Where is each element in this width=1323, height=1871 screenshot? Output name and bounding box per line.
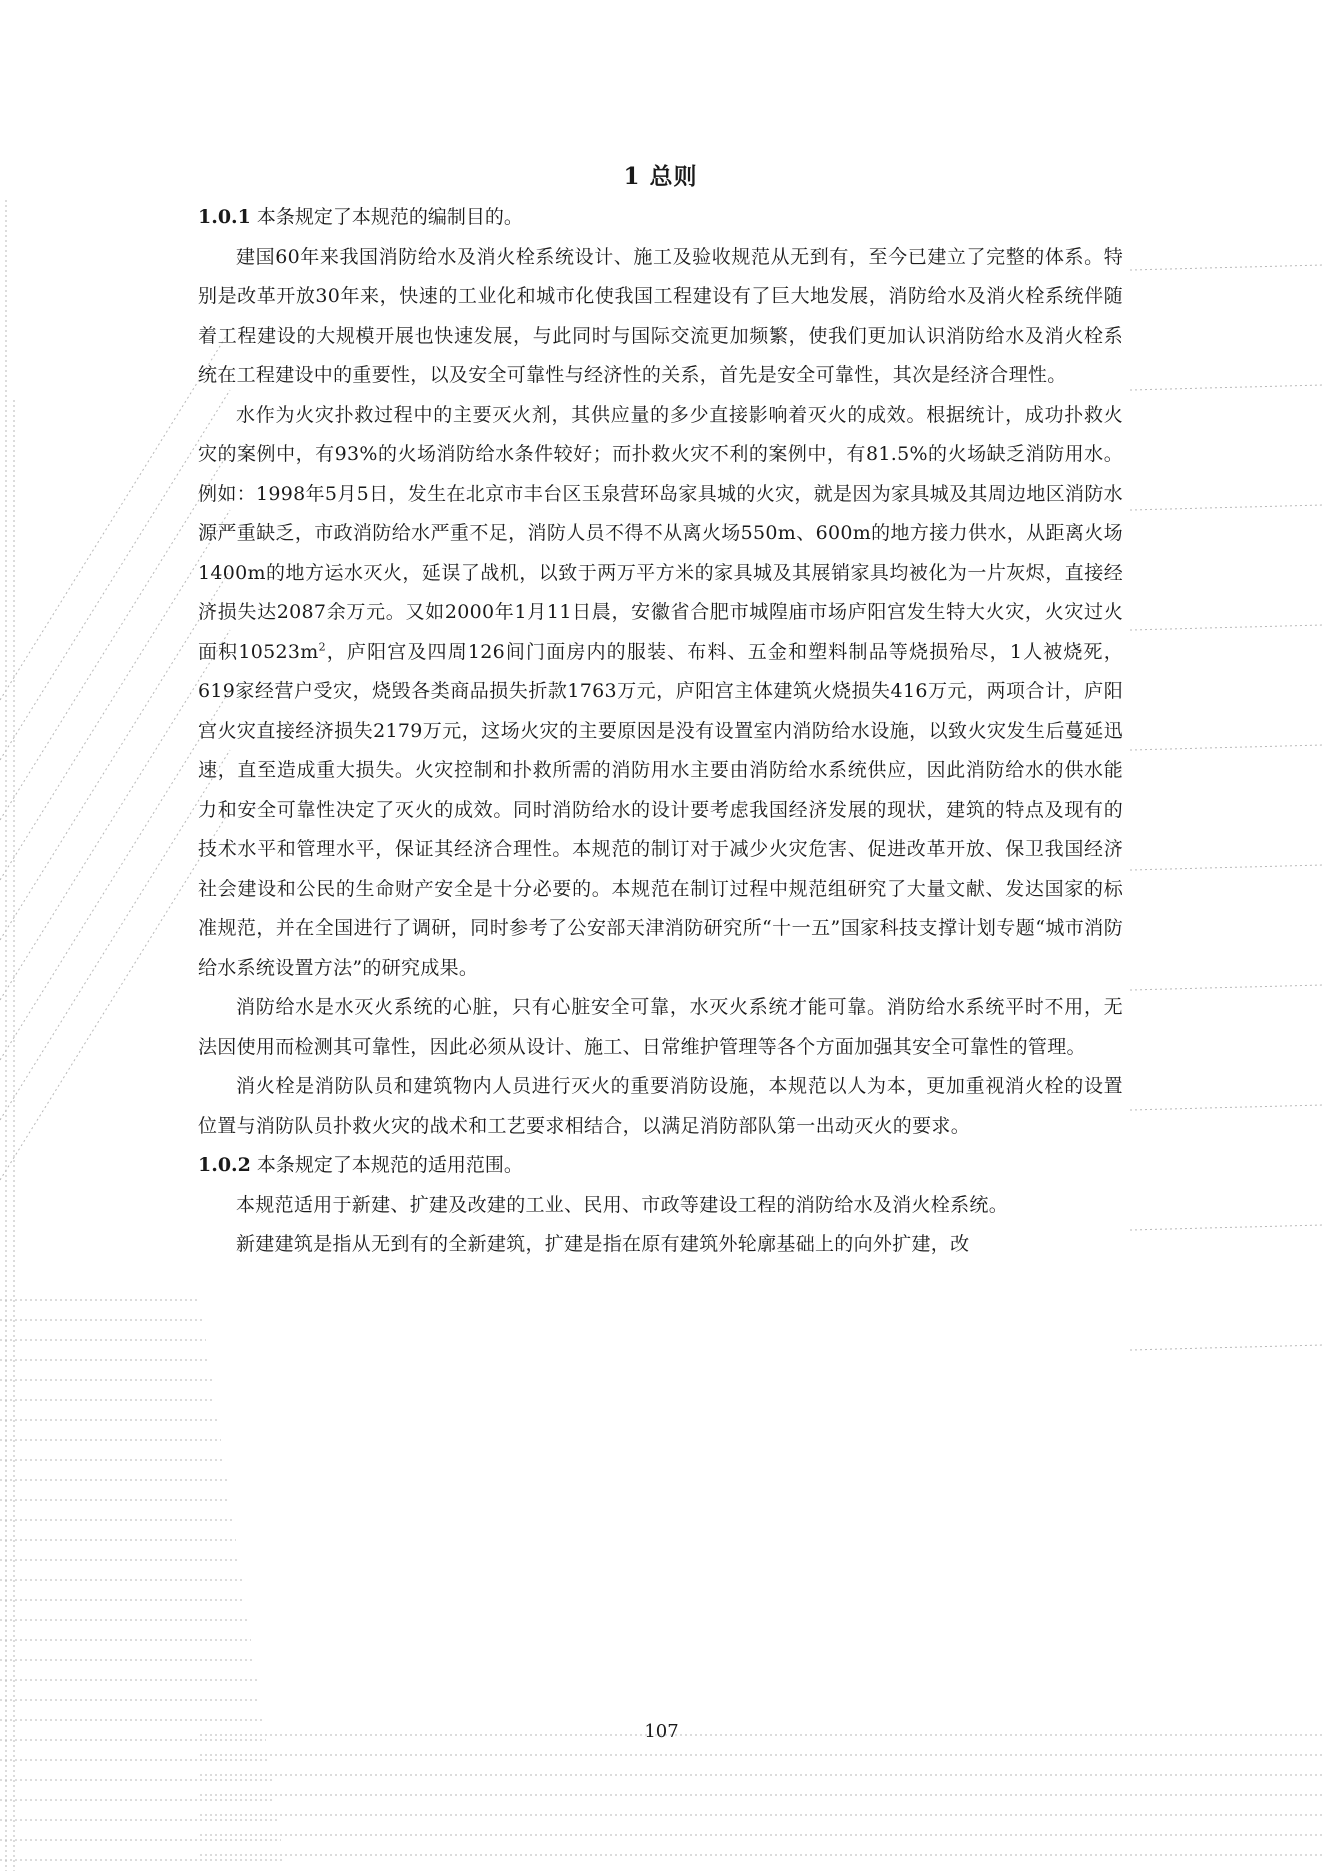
artifact-line: [1130, 265, 1323, 270]
artifact-line: [1130, 1345, 1323, 1350]
artifact-diagonal: [0, 390, 230, 760]
artifact-line: [1130, 1225, 1323, 1230]
paragraph-text-part: 水作为火灾扑救过程中的主要灭火剂，其供应量的多少直接影响着灭火的成效。根据统计，成功扑救火灾的案例中，有93%的火场消防给水条件较好；而扑救火灾不利的案例中，有81.5%的火场缺乏消防用水。例如：1998年5月5日，发生在北京市丰台区玉泉营环岛家具城的火灾，就是因为家具城及其周边地区消防水源严重缺乏，市政消防给水严重不足，消防人员不得不从离火场550m、600m的地方接力供水，从距离火场1400m的地方运水灭火，延误了战机，以致于两万平方米的家具城及其展销家具均被化为一片灰烬，直接经济损失达2087余万元。又如2000年1月11日晨，安徽省合肥市城隍庙市场庐阳宫发生特大火灾，火灾过火面积10523m: [198, 403, 1123, 663]
paragraph-new-building: 新建建筑是指从无到有的全新建筑，扩建是指在原有建筑外轮廓基础上的向外扩建，改: [236, 1233, 970, 1255]
artifact-diagonal: [0, 750, 230, 1120]
artifact-diagonal: [0, 690, 230, 1060]
artifact-line: [1130, 745, 1323, 750]
paragraph-purpose: 建国60年来我国消防给水及消火栓系统设计、施工及验收规范从无到有，至今已建立了完整的体系。特别是改革开放30年来，快速的工业化和城市化使我国工程建设有了巨大地发展，消防给水及消火栓系统伴随着工程建设的大规模开展也快速发展，与此同时与国际交流更加频繁，使我们更加认识消防给水及消火栓系统在工程建设中的重要性，以及安全可靠性与经济性的关系，首先是安全可靠性，其次是经济合理性。: [198, 245, 1123, 386]
artifact-diagonal: [0, 570, 230, 940]
clause-text: 本条规定了本规范的适用范围。: [256, 1154, 523, 1176]
artifact-diagonal: [0, 630, 230, 1000]
paragraph-water-supply: [198, 396, 1123, 989]
paragraph-reliability: 消防给水是水灭火系统的心脏，只有心脏安全可靠，水灭火系统才能可靠。消防给水系统平时不用，无法因使用而检测其可靠性，因此必须从设计、施工、日常维护管理等各个方面加强其安全可靠性的管理。: [198, 996, 1123, 1058]
artifact-line: [1130, 1105, 1323, 1110]
artifact-line: [1130, 505, 1323, 510]
page-content: [198, 160, 1123, 1265]
artifact-line: [1130, 385, 1323, 390]
paragraph-scope: 本规范适用于新建、扩建及改建的工业、民用、市政等建设工程的消防给水及消火栓系统。: [236, 1193, 1009, 1216]
page-number: 107: [644, 1721, 679, 1742]
clause-number: 1.0.1: [198, 206, 251, 228]
clause-1-0-1: [198, 198, 1123, 238]
artifact-diagonal: [0, 330, 230, 700]
artifact-line: [1130, 985, 1323, 990]
clause-1-0-2: [198, 1146, 1123, 1186]
artifact-diagonal: [0, 450, 230, 820]
paragraph-text-part: ，庐阳宫及四周126间门面房内的服装、布料、五金和塑料制品等烧损殆尽，1人被烧死，619家经营户受灾，烧毁各类商品损失折款1763万元，庐阳宫主体建筑火烧损失416万元，两项合计，庐阳宫火灾直接经济损失2179万元，这场火灾的主要原因是没有设置室内消防给水设施，以致火灾发生后蔓延迅速，直至造成重大损失。火灾控制和扑救所需的消防用水主要由消防给水系统供应，因此消防给水的供水能力和安全可靠性决定了灭火的成效。同时消防给水的设计要考虑我国经济发展的现状，建筑的特点及现有的技术水平和管理水平，保证其经济合理性。本规范的制订对于减少火灾危害、促进改革开放、保卫我国经济社会建设和公民的生命财产安全是十分必要的。本规范在制订过程中规范组研究了大量文献、发达国家的标准规范，并在全国进行了调研，同时参考了公安部天津消防研究所“十一五”国家科技支撑计划专题“城市消防给水系统设置方法”的研究成果。: [198, 640, 1124, 979]
paragraph-hydrant: 消火栓是消防队员和建筑物内人员进行灭火的重要消防设施，本规范以人为本，更加重视消火栓的设置位置与消防队员扑救火灾的战术和工艺要求相结合，以满足消防部队第一出动灭火的要求。: [198, 1075, 1123, 1137]
clause-text: 本条规定了本规范的编制目的。: [256, 206, 523, 228]
artifact-line: [1130, 865, 1323, 870]
artifact-diagonal: [0, 510, 230, 880]
chapter-title: 1 总则: [623, 163, 698, 190]
superscript: 2: [318, 640, 326, 654]
clause-number: 1.0.2: [198, 1154, 251, 1176]
artifact-line: [1130, 625, 1323, 630]
artifact-diagonal: [0, 810, 230, 1180]
